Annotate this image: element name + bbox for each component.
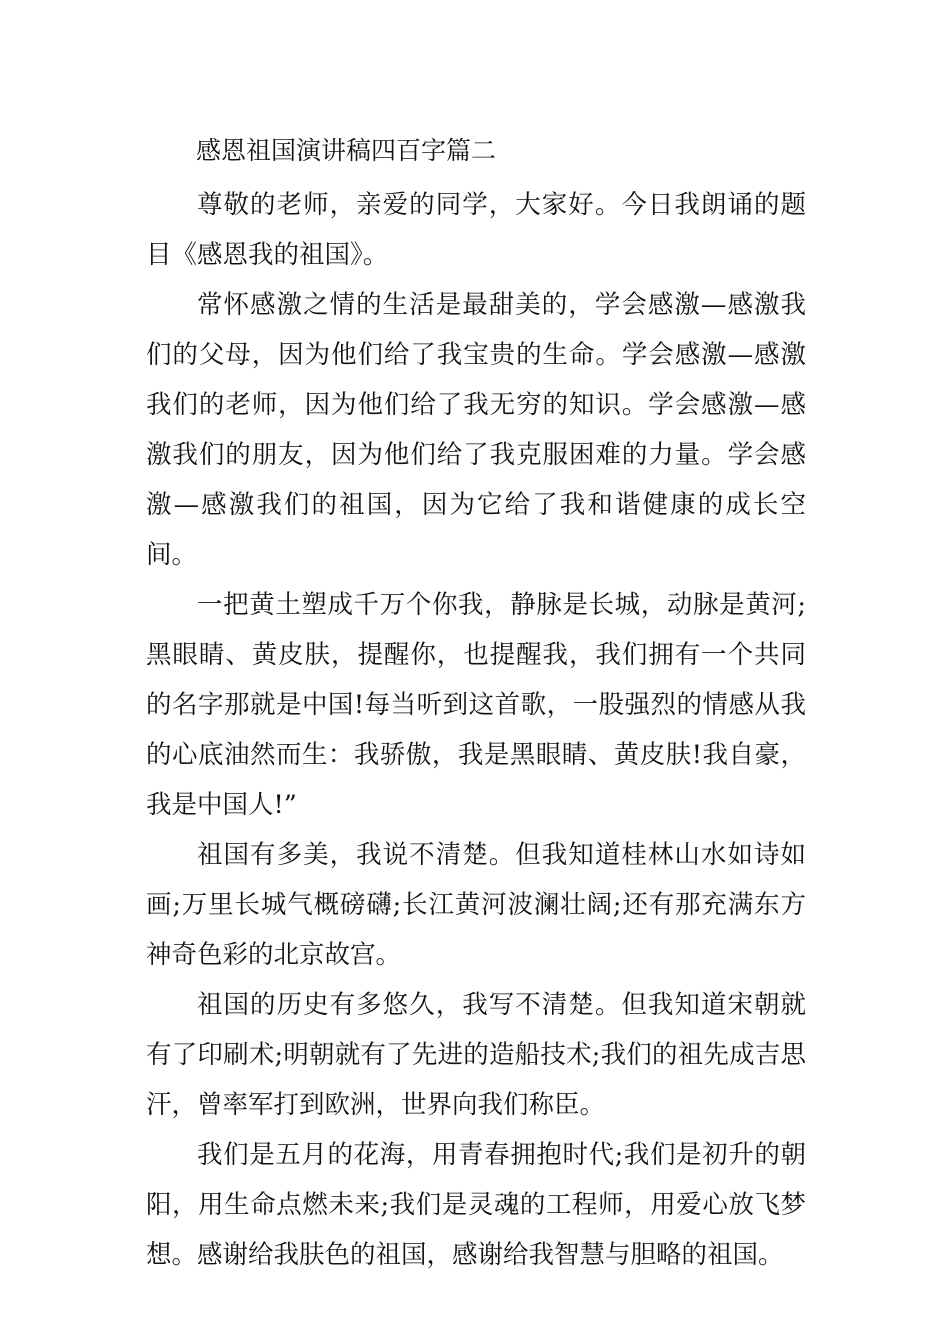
paragraph-history: 祖国的历史有多悠久，我写不清楚。但我知道宋朝就有了印刷术;明朝就有了先进的造船技术;我们的祖先成吉思汗，曾率军打到欧洲，世界向我们称臣。	[146, 990, 806, 1120]
paragraph-closing: 我们是五月的花海，用青春拥抱时代;我们是初升的朝阳，用生命点燃未来;我们是灵魂的工程师，用爱心放飞梦想。感谢给我肤色的祖国，感谢给我智慧与胆略的祖国。	[146, 1140, 806, 1270]
paragraph-gratitude: 常怀感激之情的生活是最甜美的，学会感激—感激我们的父母，因为他们给了我宝贵的生命。学会感激—感激我们的老师，因为他们给了我无穷的知识。学会感激—感激我们的朋友，因为他们给了我克服困难的力量。学会感激—感激我们的祖国，因为它给了我和谐健康的成长空间。	[146, 290, 806, 570]
paragraph-song: 一把黄土塑成千万个你我，静脉是长城，动脉是黄河;黑眼睛、黄皮肤，提醒你，也提醒我，我们拥有一个共同的名字那就是中国!每当听到这首歌，一股强烈的情感从我的心底油然而生：我骄傲，我是黑眼睛、黄皮肤!我自豪，我是中国人!”	[146, 590, 806, 820]
document-title: 感恩祖国演讲稿四百字篇二	[196, 136, 497, 165]
paragraph-beauty: 祖国有多美，我说不清楚。但我知道桂林山水如诗如画;万里长城气概磅礴;长江黄河波澜壮阔;还有那充满东方神奇色彩的北京故宫。	[146, 840, 806, 970]
paragraph-greeting: 尊敬的老师，亲爱的同学，大家好。今日我朗诵的题目《感恩我的祖国》。	[146, 190, 806, 270]
document-body	[146, 180, 806, 1280]
